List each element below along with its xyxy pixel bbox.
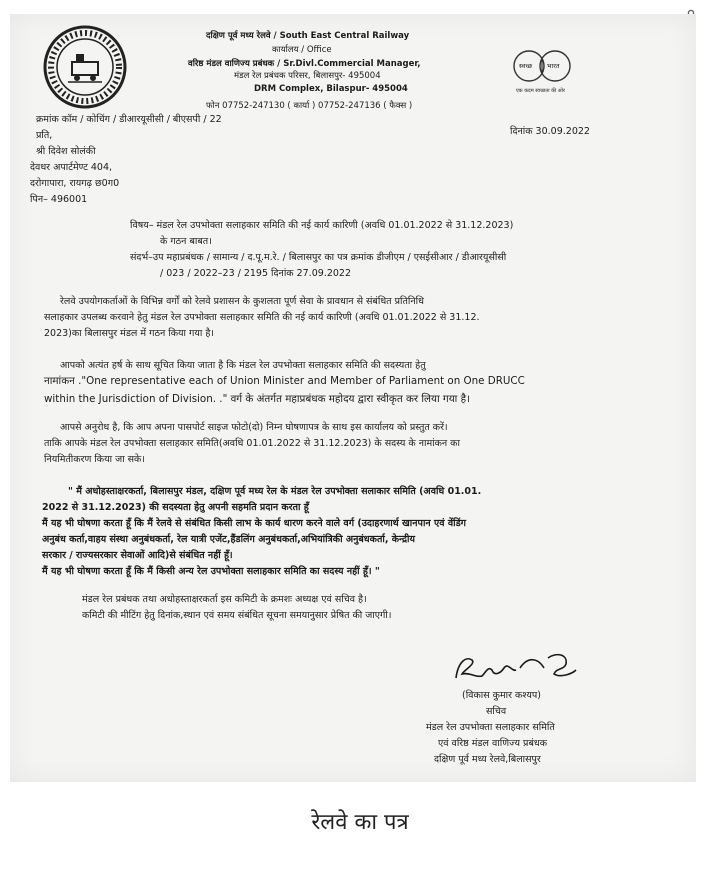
- para2-line3: within the Jurisdiction of Division. ." वर्ग के अंतर्गत महाप्रबंधक महोदय द्वारा स्वीकृत कर लिया गया है।: [44, 393, 470, 405]
- address-to: प्रति,: [36, 130, 53, 141]
- address-line4: पिन– 496001: [30, 194, 88, 205]
- signatory-designation2: एवं वरिष्ठ मंडल वाणिज्य प्रबंधक: [438, 738, 548, 749]
- header-line2: कार्यालय / Office: [272, 45, 332, 55]
- handwritten-signature: [448, 648, 588, 688]
- para2-line1: आपको अत्यंत हर्ष के साथ सूचित किया जाता है कि मंडल रेल उपभोक्ता सलाहकार समिति की सदस्यता हेतु: [60, 360, 426, 371]
- letter-page: [10, 14, 696, 782]
- address-line1: श्री दिवेश सोलंकी: [36, 146, 96, 157]
- swachh-logo-tagline: एक कदम स्वच्छता की ओर: [516, 88, 565, 94]
- para3-line3: नियमितीकरण किया जा सके।: [44, 454, 145, 465]
- subject-line2: के गठन बाबत।: [160, 236, 212, 247]
- swachh-logo-left-text: स्वच्छ: [519, 62, 533, 70]
- reference-number: क्रमांक कॉम / कोचिंग / डीआरयूसीसी / बीएसपी / 22: [36, 114, 222, 125]
- declaration-line6: मैं यह भी घोषणा करता हूँ कि मैं किसी अन्य रेल उपभोक्ता सलाहकार समिति का सदस्य नहीं हूँ। ": [42, 566, 380, 577]
- signatory-title: सचिव: [486, 706, 507, 717]
- reference-line1: संदर्भ–उप महाप्रबंधक / सामान्य / द.पू.म.रे. / बिलासपुर का पत्र क्रमांक डीजीएम / एसईसीआर / डीआरयूसीसी: [130, 252, 507, 263]
- header-line4: मंडल रेल प्रबंधक परिसर, बिलासपुर- 495004: [234, 71, 381, 81]
- declaration-line4: अनुबंध कर्ता,वाहय संस्था अनुबंधकर्ता, रेल यात्री एजेंट,हैंडलिंग अनुबंधकर्ता,अभियांत्रिकी अनुबंधकर्ता, केन्द्रीय: [42, 534, 415, 545]
- swachh-bharat-logo: [498, 46, 586, 90]
- reference-line2: / 023 / 2022–23 / 2195 दिनांक 27.09.2022: [160, 268, 351, 279]
- header-line1: दक्षिण पूर्व मध्य रेलवे / South East Central Railway: [206, 31, 410, 41]
- signatory-designation3: दक्षिण पूर्व मध्य रेलवे,बिलासपुर: [434, 754, 541, 765]
- signatory-name: (विकास कुमार कश्यप): [462, 690, 541, 701]
- para1-line2: सलाहकार उपलब्ध करवाने हेतु मंडल रेल उपभोक्ता सलाहकार समिति की नई कार्य कारिणी (अवधि 01.01.2022 से 31.12.: [44, 312, 480, 323]
- address-line2: देवधर अपार्टमेण्ट 404,: [30, 162, 113, 173]
- closing-line2: कमिटी की मीटिंग हेतु दिनांक,स्थान एवं समय संबंधित सूचना समयानुसार प्रेषित की जाएगी।: [82, 610, 392, 621]
- signatory-designation1: मंडल रेल उपभोक्ता सलाहकार समिति: [426, 722, 555, 733]
- para1-line1: रेलवे उपयोगकर्ताओं के विभिन्न वर्गों को रेलवे प्रशासन के कुशलता पूर्ण सेवा के प्रावधान से संबंधित प्रतिनिधि: [60, 296, 424, 307]
- indian-railways-logo: [42, 24, 128, 110]
- declaration-line2: 2022 से 31.12.2023) की सदस्यता हेतु अपनी सहमति प्रदान करता हूँ: [42, 502, 309, 513]
- para1-line3: 2023)का बिलासपुर मंडल में गठन किया गया है।: [44, 328, 214, 339]
- header-line3: वरिष्ठ मंडल वाणिज्य प्रबंधक / Sr.Divl.Commercial Manager,: [188, 59, 421, 69]
- header-line6: फोन 07752-247130 ( कार्या ) 07752-247136 ( फैक्स ): [206, 101, 413, 111]
- image-caption: रेलवे का पत्र: [311, 810, 409, 835]
- closing-line1: मंडल रेल प्रबंधक तथा अधोहस्ताक्षरकर्ता इस कमिटी के क्रमशः अध्यक्ष एवं सचिव है।: [82, 594, 367, 605]
- para3-line1: आपसे अनुरोध है, कि आप अपना पासपोर्ट साइज फोटो(दो) निम्न घोषणापत्र के साथ इस कार्यालय को प्रस्तुत करें।: [60, 422, 448, 433]
- para3-line2: ताकि आपके मंडल रेल उपभोक्ता सलाहकार समिति(अवधि 01.01.2022 से 31.12.2023) के सदस्य के नामांकन का: [44, 438, 460, 449]
- subject-line1: विषय– मंडल रेल उपभोक्ता सलाहकार समिति की नई कार्य कारिणी (अवधि 01.01.2022 से 31.12.2023): [130, 220, 514, 231]
- declaration-line3: मैं यह भी घोषणा करता हूँ कि मैं रेलवे से संबंधित किसी लाभ के कार्य धारण करने वाले वर्ग (उदाहरणार्थ खानपान एवं वेंडिंग: [42, 518, 466, 529]
- header-line5: DRM Complex, Bilaspur- 495004: [254, 84, 408, 94]
- para2-line2: नामांकन ."One representative each of Union Minister and Member of Parliament on One DRUCC: [44, 375, 525, 387]
- letter-date: दिनांक 30.09.2022: [510, 126, 590, 137]
- declaration-line1: " मैं अधोहस्ताक्षरकर्ता, बिलासपुर मंडल, दक्षिण पूर्व मध्य रेल के मंडल रेल उपभोक्ता सलाकार समिति (अवधि 01.01.: [68, 486, 482, 497]
- swachh-logo-right-text: भारत: [547, 62, 560, 70]
- address-line3: दरोगापारा, रायगढ़ छ0ग0: [30, 178, 120, 189]
- declaration-line5: सरकार / राज्यसरकार सेवाओं आदि)से संबंधित नहीं हूँ।: [42, 550, 233, 561]
